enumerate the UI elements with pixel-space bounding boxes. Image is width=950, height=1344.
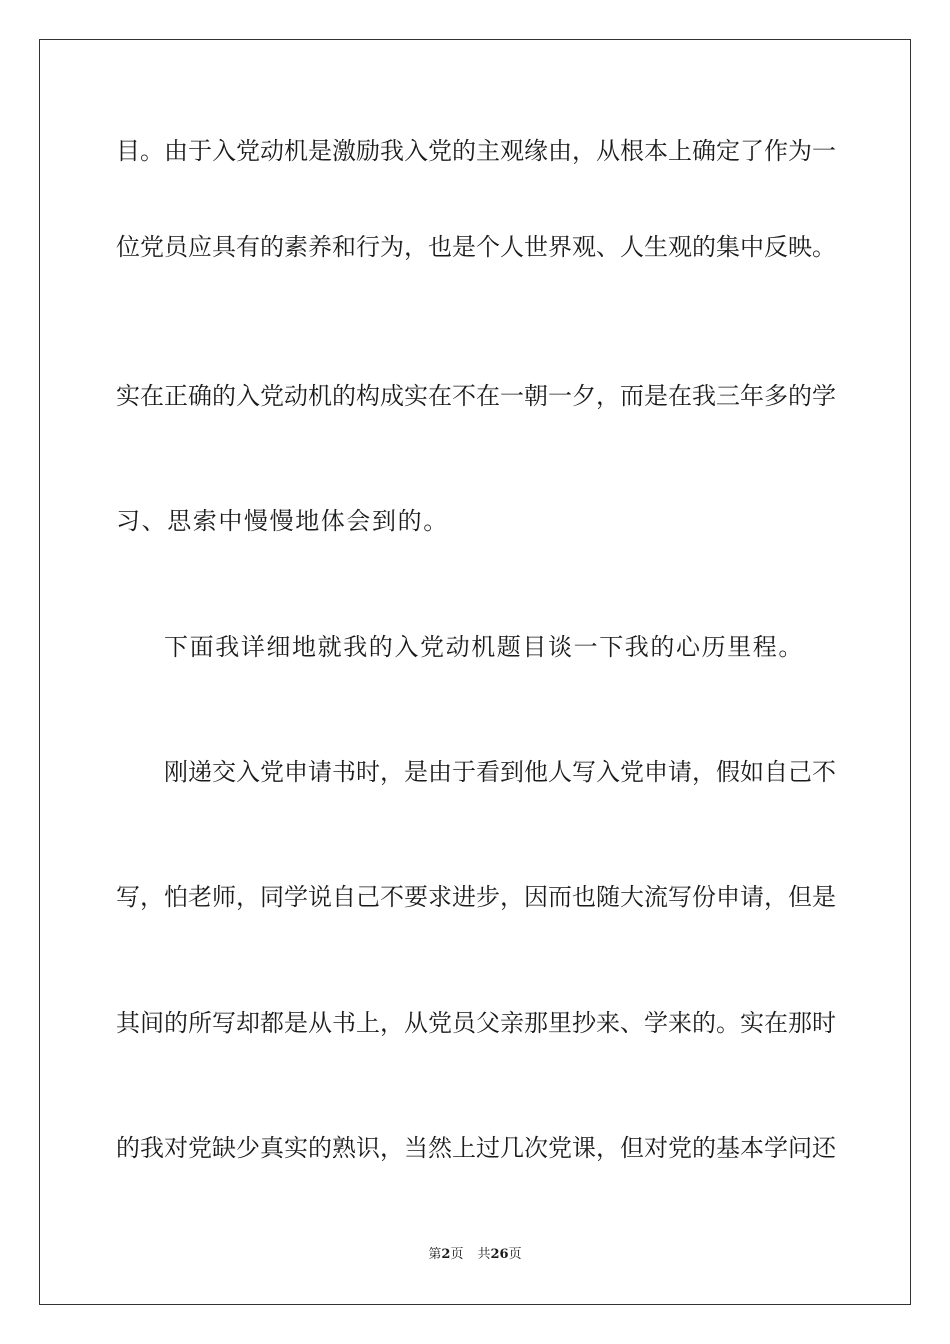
text-line: 其间的所写却都是从书上，从党员父亲那里抄来、学来的。实在那时 [116,1009,836,1037]
total-pages: 26 [490,1247,509,1262]
page-number: 2 [441,1247,451,1262]
text-line: 习、思索中慢慢地体会到的。 [116,507,449,535]
paragraph-first-line: 下面我详细地就我的入党动机题目谈一下我的心历里程。 [164,633,804,661]
text-line: 的我对党缺少真实的熟识，当然上过几次党课，但对党的基本学问还 [116,1134,836,1162]
text-line: 位党员应具有的素养和行为，也是个人世界观、人生观的集中反映。 [116,233,836,261]
paragraph-first-line: 刚递交入党申请书时，是由于看到他人写入党申请，假如自己不 [164,758,836,786]
page-footer [0,1246,950,1264]
total-prefix: 共 [477,1247,491,1262]
page-border [39,39,911,1305]
text-line: 写，怕老师，同学说自己不要求进步，因而也随大流写份申请，但是 [116,883,836,911]
text-line: 实在正确的入党动机的构成实在不在一朝一夕，而是在我三年多的学 [116,382,836,410]
total-suffix: 页 [508,1247,522,1262]
text-line: 目。由于入党动机是激励我入党的主观缘由，从根本上确定了作为一 [116,137,836,165]
page-suffix: 页 [450,1247,464,1262]
page-prefix: 第 [428,1247,442,1262]
